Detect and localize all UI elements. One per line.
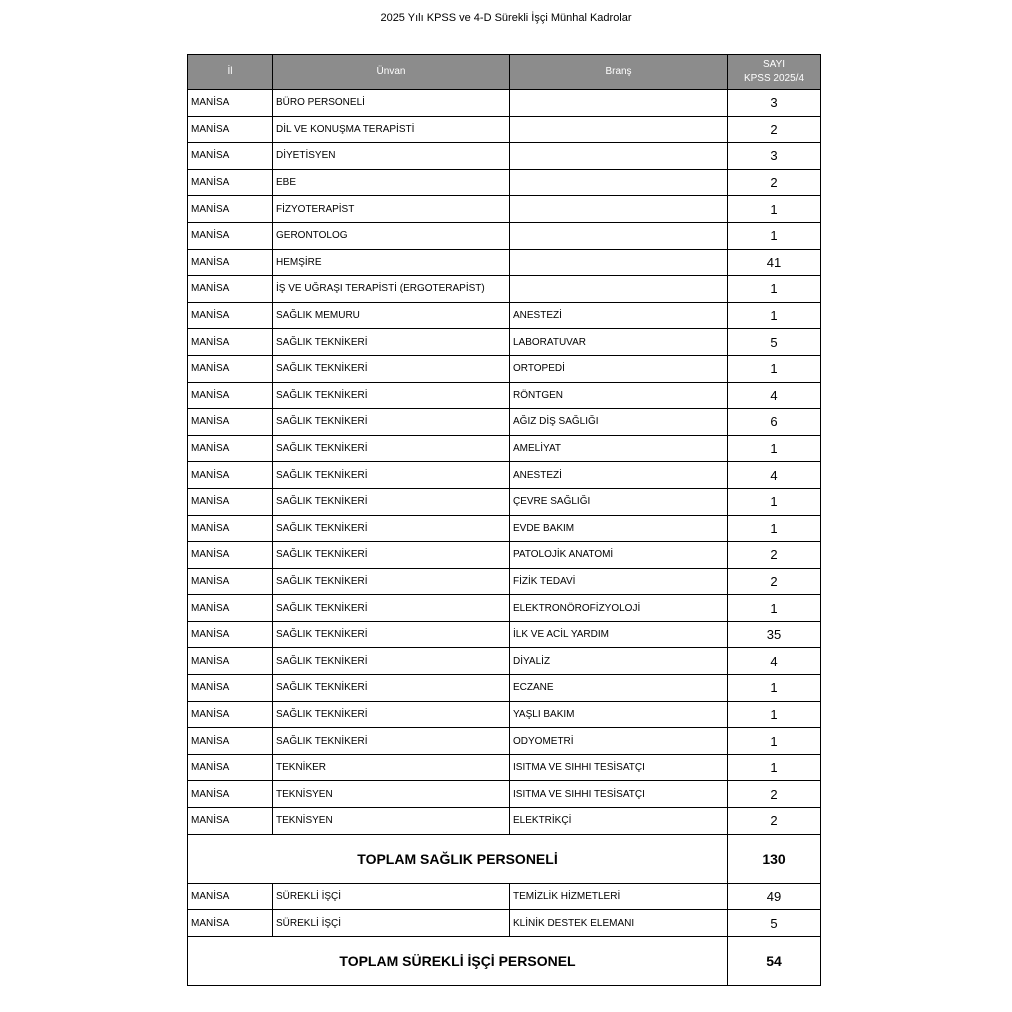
cell-brans: ORTOPEDİ bbox=[510, 355, 728, 382]
cell-il: MANİSA bbox=[188, 435, 273, 462]
total-label: TOPLAM SÜREKLİ İŞÇİ PERSONEL bbox=[188, 936, 728, 985]
table-row bbox=[188, 701, 821, 728]
cell-brans: ELEKTRİKÇİ bbox=[510, 808, 728, 835]
cell-sayi: 1 bbox=[728, 595, 821, 622]
cell-sayi: 2 bbox=[728, 116, 821, 143]
cell-sayi: 1 bbox=[728, 488, 821, 515]
vacancy-table bbox=[187, 54, 821, 986]
cell-il: MANİSA bbox=[188, 488, 273, 515]
cell-sayi: 1 bbox=[728, 302, 821, 329]
cell-il: MANİSA bbox=[188, 462, 273, 489]
cell-sayi: 2 bbox=[728, 542, 821, 569]
table-row bbox=[188, 355, 821, 382]
cell-brans bbox=[510, 222, 728, 249]
cell-sayi: 1 bbox=[728, 701, 821, 728]
cell-sayi: 5 bbox=[728, 910, 821, 937]
cell-il: MANİSA bbox=[188, 169, 273, 196]
cell-unvan: EBE bbox=[273, 169, 510, 196]
cell-il: MANİSA bbox=[188, 808, 273, 835]
cell-sayi: 6 bbox=[728, 409, 821, 436]
cell-brans bbox=[510, 169, 728, 196]
table-row bbox=[188, 621, 821, 648]
cell-il: MANİSA bbox=[188, 701, 273, 728]
cell-il: MANİSA bbox=[188, 276, 273, 303]
cell-unvan: SAĞLIK TEKNİKERİ bbox=[273, 515, 510, 542]
cell-sayi: 1 bbox=[728, 515, 821, 542]
table-row bbox=[188, 648, 821, 675]
cell-unvan: SAĞLIK TEKNİKERİ bbox=[273, 435, 510, 462]
cell-brans bbox=[510, 143, 728, 170]
table-row bbox=[188, 329, 821, 356]
cell-il: MANİSA bbox=[188, 648, 273, 675]
table-row bbox=[188, 883, 821, 910]
cell-sayi: 3 bbox=[728, 90, 821, 117]
cell-sayi: 2 bbox=[728, 808, 821, 835]
table-row bbox=[188, 302, 821, 329]
table-row bbox=[188, 222, 821, 249]
table-row bbox=[188, 808, 821, 835]
table-row bbox=[188, 675, 821, 702]
cell-sayi: 1 bbox=[728, 222, 821, 249]
header-sayi-line2: KPSS 2025/4 bbox=[743, 73, 805, 84]
table-row bbox=[188, 515, 821, 542]
cell-brans: LABORATUVAR bbox=[510, 329, 728, 356]
cell-il: MANİSA bbox=[188, 143, 273, 170]
cell-brans: YAŞLI BAKIM bbox=[510, 701, 728, 728]
cell-sayi: 1 bbox=[728, 355, 821, 382]
cell-brans: ISITMA VE SIHHI TESİSATÇI bbox=[510, 781, 728, 808]
cell-brans: KLİNİK DESTEK ELEMANI bbox=[510, 910, 728, 937]
cell-il: MANİSA bbox=[188, 568, 273, 595]
table-row bbox=[188, 568, 821, 595]
header-unvan: Ünvan bbox=[273, 55, 510, 90]
cell-sayi: 4 bbox=[728, 648, 821, 675]
cell-unvan: DİYETİSYEN bbox=[273, 143, 510, 170]
cell-unvan: TEKNİSYEN bbox=[273, 808, 510, 835]
cell-brans: ODYOMETRİ bbox=[510, 728, 728, 755]
cell-unvan: DİL VE KONUŞMA TERAPİSTİ bbox=[273, 116, 510, 143]
table-row bbox=[188, 276, 821, 303]
cell-brans: FİZİK TEDAVİ bbox=[510, 568, 728, 595]
cell-unvan: SAĞLIK TEKNİKERİ bbox=[273, 382, 510, 409]
cell-il: MANİSA bbox=[188, 222, 273, 249]
table-header-row bbox=[188, 55, 821, 90]
cell-unvan: SAĞLIK TEKNİKERİ bbox=[273, 595, 510, 622]
cell-unvan: GERONTOLOG bbox=[273, 222, 510, 249]
cell-unvan: SÜREKLİ İŞÇİ bbox=[273, 910, 510, 937]
table-row bbox=[188, 595, 821, 622]
cell-brans: TEMİZLİK HİZMETLERİ bbox=[510, 883, 728, 910]
cell-il: MANİSA bbox=[188, 754, 273, 781]
cell-sayi: 1 bbox=[728, 754, 821, 781]
cell-brans bbox=[510, 116, 728, 143]
cell-unvan: HEMŞİRE bbox=[273, 249, 510, 276]
cell-il: MANİSA bbox=[188, 116, 273, 143]
table-row bbox=[188, 435, 821, 462]
cell-il: MANİSA bbox=[188, 910, 273, 937]
cell-il: MANİSA bbox=[188, 621, 273, 648]
cell-brans: DİYALİZ bbox=[510, 648, 728, 675]
cell-il: MANİSA bbox=[188, 728, 273, 755]
cell-unvan: SÜREKLİ İŞÇİ bbox=[273, 883, 510, 910]
cell-sayi: 1 bbox=[728, 728, 821, 755]
cell-brans bbox=[510, 196, 728, 223]
cell-brans: RÖNTGEN bbox=[510, 382, 728, 409]
cell-unvan: SAĞLIK TEKNİKERİ bbox=[273, 701, 510, 728]
cell-sayi: 5 bbox=[728, 329, 821, 356]
cell-unvan: FİZYOTERAPİST bbox=[273, 196, 510, 223]
cell-il: MANİSA bbox=[188, 675, 273, 702]
cell-brans: AĞIZ DİŞ SAĞLIĞI bbox=[510, 409, 728, 436]
total-value: 54 bbox=[728, 936, 821, 985]
total-label: TOPLAM SAĞLIK PERSONELİ bbox=[188, 834, 728, 883]
cell-unvan: İŞ VE UĞRAŞI TERAPİSTİ (ERGOTERAPİST) bbox=[273, 276, 510, 303]
header-sayi-line1: SAYI bbox=[762, 59, 786, 70]
cell-brans: ECZANE bbox=[510, 675, 728, 702]
cell-sayi: 1 bbox=[728, 276, 821, 303]
cell-unvan: SAĞLIK TEKNİKERİ bbox=[273, 648, 510, 675]
cell-unvan: SAĞLIK TEKNİKERİ bbox=[273, 409, 510, 436]
cell-unvan: SAĞLIK TEKNİKERİ bbox=[273, 621, 510, 648]
cell-unvan: SAĞLIK TEKNİKERİ bbox=[273, 675, 510, 702]
cell-il: MANİSA bbox=[188, 249, 273, 276]
cell-sayi: 41 bbox=[728, 249, 821, 276]
cell-il: MANİSA bbox=[188, 542, 273, 569]
table-row bbox=[188, 409, 821, 436]
document-title: 2025 Yılı KPSS ve 4-D Sürekli İşçi Münhal Kadrolar bbox=[380, 12, 632, 24]
table-body bbox=[188, 90, 821, 986]
table-row bbox=[188, 249, 821, 276]
table-row bbox=[188, 542, 821, 569]
table-row bbox=[188, 196, 821, 223]
cell-unvan: SAĞLIK TEKNİKERİ bbox=[273, 355, 510, 382]
cell-il: MANİSA bbox=[188, 409, 273, 436]
cell-sayi: 3 bbox=[728, 143, 821, 170]
cell-sayi: 2 bbox=[728, 568, 821, 595]
total-value: 130 bbox=[728, 834, 821, 883]
cell-sayi: 1 bbox=[728, 675, 821, 702]
cell-unvan: SAĞLIK TEKNİKERİ bbox=[273, 488, 510, 515]
cell-unvan: SAĞLIK TEKNİKERİ bbox=[273, 728, 510, 755]
table-row bbox=[188, 382, 821, 409]
cell-unvan: SAĞLIK TEKNİKERİ bbox=[273, 329, 510, 356]
cell-brans: EVDE BAKIM bbox=[510, 515, 728, 542]
cell-brans: İLK VE ACİL YARDIM bbox=[510, 621, 728, 648]
table-row bbox=[188, 90, 821, 117]
total-row-isci bbox=[188, 936, 821, 985]
cell-brans: ANESTEZİ bbox=[510, 462, 728, 489]
cell-il: MANİSA bbox=[188, 196, 273, 223]
cell-unvan: BÜRO PERSONELİ bbox=[273, 90, 510, 117]
cell-brans bbox=[510, 276, 728, 303]
cell-unvan: SAĞLIK MEMURU bbox=[273, 302, 510, 329]
header-il: İl bbox=[188, 55, 273, 90]
cell-sayi: 35 bbox=[728, 621, 821, 648]
cell-il: MANİSA bbox=[188, 883, 273, 910]
cell-brans: ÇEVRE SAĞLIĞI bbox=[510, 488, 728, 515]
cell-unvan: SAĞLIK TEKNİKERİ bbox=[273, 462, 510, 489]
cell-il: MANİSA bbox=[188, 382, 273, 409]
table-row bbox=[188, 754, 821, 781]
table-row bbox=[188, 143, 821, 170]
cell-sayi: 4 bbox=[728, 382, 821, 409]
cell-unvan: TEKNİSYEN bbox=[273, 781, 510, 808]
cell-sayi: 2 bbox=[728, 169, 821, 196]
header-brans: Branş bbox=[510, 55, 728, 90]
cell-il: MANİSA bbox=[188, 302, 273, 329]
cell-brans bbox=[510, 90, 728, 117]
cell-sayi: 4 bbox=[728, 462, 821, 489]
cell-brans: ANESTEZİ bbox=[510, 302, 728, 329]
cell-brans: ISITMA VE SIHHI TESİSATÇI bbox=[510, 754, 728, 781]
table-row bbox=[188, 116, 821, 143]
table-row bbox=[188, 910, 821, 937]
cell-sayi: 2 bbox=[728, 781, 821, 808]
cell-il: MANİSA bbox=[188, 595, 273, 622]
cell-unvan: SAĞLIK TEKNİKERİ bbox=[273, 542, 510, 569]
table-row bbox=[188, 781, 821, 808]
table-row bbox=[188, 488, 821, 515]
cell-unvan: SAĞLIK TEKNİKERİ bbox=[273, 568, 510, 595]
total-row-saglik bbox=[188, 834, 821, 883]
cell-sayi: 1 bbox=[728, 196, 821, 223]
cell-il: MANİSA bbox=[188, 515, 273, 542]
cell-brans bbox=[510, 249, 728, 276]
cell-il: MANİSA bbox=[188, 781, 273, 808]
cell-sayi: 49 bbox=[728, 883, 821, 910]
cell-il: MANİSA bbox=[188, 329, 273, 356]
cell-sayi: 1 bbox=[728, 435, 821, 462]
table-row bbox=[188, 169, 821, 196]
table-row bbox=[188, 728, 821, 755]
table-row bbox=[188, 462, 821, 489]
cell-unvan: TEKNİKER bbox=[273, 754, 510, 781]
cell-brans: PATOLOJİK ANATOMİ bbox=[510, 542, 728, 569]
cell-il: MANİSA bbox=[188, 90, 273, 117]
cell-brans: AMELİYAT bbox=[510, 435, 728, 462]
header-sayi bbox=[728, 55, 821, 90]
cell-il: MANİSA bbox=[188, 355, 273, 382]
cell-brans: ELEKTRONÖROFİZYOLOJİ bbox=[510, 595, 728, 622]
